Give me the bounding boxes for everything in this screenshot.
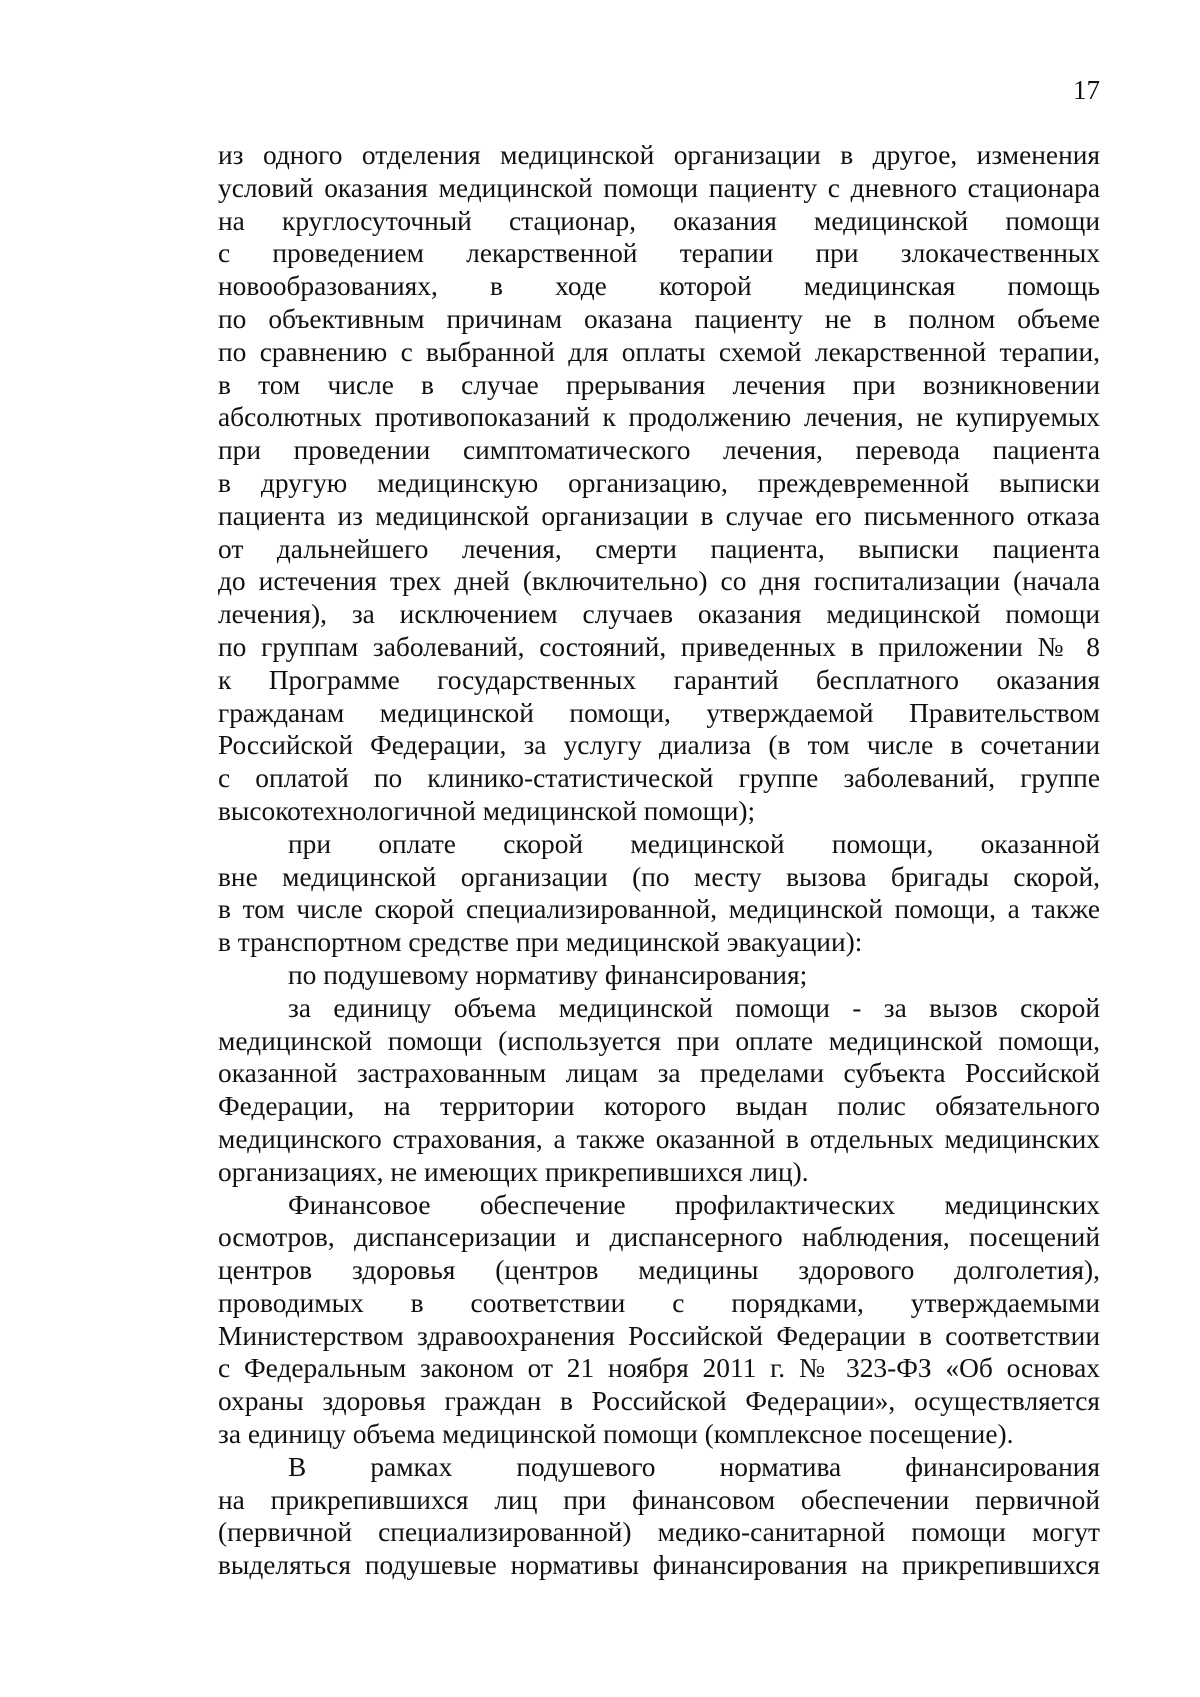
text-line: в транспортном средстве при медицинской эвакуации): <box>218 927 863 958</box>
text-line: высокотехнологичной медицинской помощи); <box>218 795 756 826</box>
text-line: (первичной специализированной) медико-санитарной помощи могут <box>218 1517 1100 1548</box>
text-line: по подушевому нормативу финансирования; <box>288 959 808 990</box>
text-line: в том числе скорой специализированной, медицинской помощи, а также <box>218 894 1100 925</box>
text-line: в другую медицинскую организацию, преждевременной выписки <box>218 467 1100 498</box>
text-line: пациента из медицинской организации в случае его письменного отказа <box>218 500 1100 531</box>
text-line: организациях, не имеющих прикрепившихся лиц). <box>218 1156 809 1187</box>
text-line: лечения), за исключением случаев оказания медицинской помощи <box>218 599 1100 630</box>
page-number: 17 <box>1073 75 1100 105</box>
text-line: Министерством здравоохранения Российской Федерации в соответствии <box>218 1320 1100 1351</box>
text-line: медицинской помощи (используется при оплате медицинской помощи, <box>218 1025 1100 1056</box>
text-line: в том числе в случае прерывания лечения при возникновении <box>218 369 1100 400</box>
text-line: с Федеральным законом от 21 ноября 2011 г. № 323-ФЗ «Об основах <box>218 1353 1100 1384</box>
text-line: за единицу объема медицинской помощи (комплексное посещение). <box>218 1419 1014 1450</box>
text-line: условий оказания медицинской помощи пациенту с дневного стационара <box>218 172 1100 203</box>
text-line: Финансовое обеспечение профилактических медицинских <box>288 1189 1100 1220</box>
text-line: с оплатой по клинико-статистической группе заболеваний, группе <box>218 763 1100 794</box>
document-body <box>218 139 1100 1582</box>
text-line: абсолютных противопоказаний к продолжению лечения, не купируемых <box>218 402 1100 433</box>
text-line: по объективным причинам оказана пациенту не в полном объеме <box>218 303 1100 334</box>
text-line: В рамках подушевого норматива финансирования <box>288 1451 1100 1482</box>
text-line: с проведением лекарственной терапии при злокачественных <box>218 238 1100 269</box>
text-line: по группам заболеваний, состояний, приведенных в приложении № 8 <box>218 631 1100 662</box>
text-line: медицинского страхования, а также оказанной в отдельных медицинских <box>218 1123 1100 1154</box>
text-line: новообразованиях, в ходе которой медицинская помощь <box>218 271 1100 302</box>
text-line: при проведении симптоматического лечения, перевода пациента <box>218 435 1100 466</box>
text-line: на прикрепившихся лиц при финансовом обеспечении первичной <box>218 1484 1100 1515</box>
text-line: из одного отделения медицинской организации в другое, изменения <box>218 140 1100 170</box>
text-line: при оплате скорой медицинской помощи, оказанной <box>288 828 1100 859</box>
text-line: проводимых в соответствии с порядками, утверждаемыми <box>218 1287 1100 1318</box>
text-line: вне медицинской организации (по месту вызова бригады скорой, <box>218 861 1100 892</box>
text-line: за единицу объема медицинской помощи - за вызов скорой <box>288 992 1100 1023</box>
text-line: от дальнейшего лечения, смерти пациента, выписки пациента <box>218 533 1100 564</box>
text-line: Российской Федерации, за услугу диализа (в том числе в сочетании <box>218 730 1100 761</box>
text-line: осмотров, диспансеризации и диспансерного наблюдения, посещений <box>218 1222 1100 1253</box>
text-line: к Программе государственных гарантий бесплатного оказания <box>218 664 1100 695</box>
text-line: по сравнению с выбранной для оплаты схемой лекарственной терапии, <box>218 336 1100 367</box>
text-line: Федерации, на территории которого выдан полис обязательного <box>218 1091 1100 1122</box>
text-line: гражданам медицинской помощи, утверждаемой Правительством <box>218 697 1100 728</box>
text-line: центров здоровья (центров медицины здорового долголетия), <box>218 1255 1100 1286</box>
text-line: до истечения трех дней (включительно) со дня госпитализации (начала <box>218 566 1100 597</box>
text-line: выделяться подушевые нормативы финансирования на прикрепившихся <box>218 1550 1100 1581</box>
text-line: оказанной застрахованным лицам за пределами субъекта Российской <box>218 1058 1100 1089</box>
text-line: на круглосуточный стационар, оказания медицинской помощи <box>218 205 1100 236</box>
text-line: охраны здоровья граждан в Российской Федерации», осуществляется <box>218 1386 1100 1417</box>
